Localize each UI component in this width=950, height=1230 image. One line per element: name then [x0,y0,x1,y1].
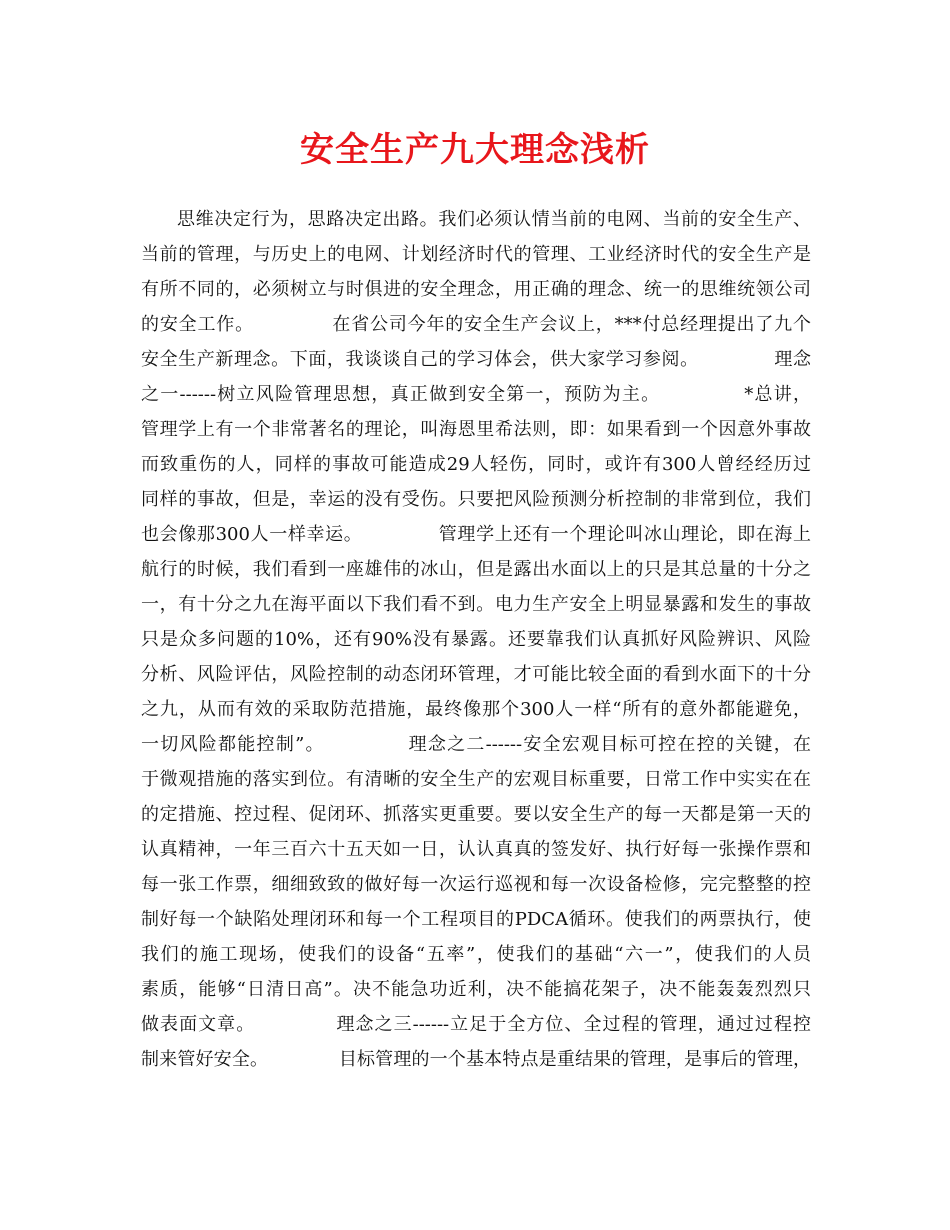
paragraph-line: 航行的时候，我们看到一座雄伟的冰山，但是露出水面以上的只是其总量的十分之 [141,559,811,580]
paragraph-line: 之九，从而有效的采取防范措施，最终像那个300人一样“所有的意外都能避免， [141,699,811,720]
paragraph-line: 我们的施工现场，使我们的设备“五率”，使我们的基础“六一”，使我们的人员 [141,944,811,965]
paragraph-line: 思维决定行为，思路决定出路。我们必须认情当前的电网、当前的安全生产、 [177,209,811,230]
paragraph-line: 一，有十分之九在海平面以下我们看不到。电力生产安全上明显暴露和发生的事故 [141,594,811,615]
paragraph-line: 有所不同的，必须树立与时俱进的安全理念，用正确的理念、统一的思维统领公司 [141,279,811,300]
paragraph-line: 的安全工作。 在省公司今年的安全生产会议上，***付总经理提出了九个 [141,314,811,335]
paragraph-line: 素质，能够“日清日高”。决不能急功近利，决不能搞花架子，决不能轰轰烈烈只 [141,979,811,1000]
paragraph-line: 做表面文章。 理念之三------立足于全方位、全过程的管理，通过过程控 [141,1014,811,1035]
document-title: 安全生产九大理念浅析 [300,130,650,170]
paragraph-line: 管理学上有一个非常著名的理论，叫海恩里希法则，即：如果看到一个因意外事故 [141,419,811,440]
paragraph-line: 一切风险都能控制”。 理念之二------安全宏观目标可控在控的关键，在 [141,734,811,755]
paragraph-line: 也会像那300人一样幸运。 管理学上还有一个理论叫冰山理论，即在海上 [141,524,811,545]
paragraph-line: 每一张工作票，细细致致的做好每一次运行巡视和每一次设备检修，完完整整的控 [141,874,811,895]
paragraph-line: 的定措施、控过程、促闭环、抓落实更重要。要以安全生产的每一天都是第一天的 [141,804,811,825]
paragraph-line: 制来管好安全。 目标管理的一个基本特点是重结果的管理，是事后的管理， [141,1049,811,1070]
paragraph-line: 于微观措施的落实到位。有清晰的安全生产的宏观目标重要，日常工作中实实在在 [141,769,811,790]
paragraph-line: 同样的事故，但是，幸运的没有受伤。只要把风险预测分析控制的非常到位，我们 [141,489,811,510]
paragraph-line: 安全生产新理念。下面，我谈谈自己的学习体会，供大家学习参阅。 理念 [141,349,811,370]
paragraph-line: 而致重伤的人，同样的事故可能造成29人轻伤，同时，或许有300人曾经经历过 [141,454,811,475]
paragraph-line: 之一------树立风险管理思想，真正做到安全第一，预防为主。 *总讲， [141,384,811,405]
paragraph-line: 只是众多问题的10%，还有90%没有暴露。还要靠我们认真抓好风险辨识、风险 [141,629,811,650]
paragraph-line: 制好每一个缺陷处理闭环和每一个工程项目的PDCA循环。使我们的两票执行，使 [141,909,811,930]
paragraph-line: 当前的管理，与历史上的电网、计划经济时代的管理、工业经济时代的安全生产是 [141,244,811,265]
paragraph-line: 认真精神，一年三百六十五天如一日，认认真真的签发好、执行好每一张操作票和 [141,839,811,860]
paragraph-line: 分析、风险评估，风险控制的动态闭环管理，才可能比较全面的看到水面下的十分 [141,664,811,685]
